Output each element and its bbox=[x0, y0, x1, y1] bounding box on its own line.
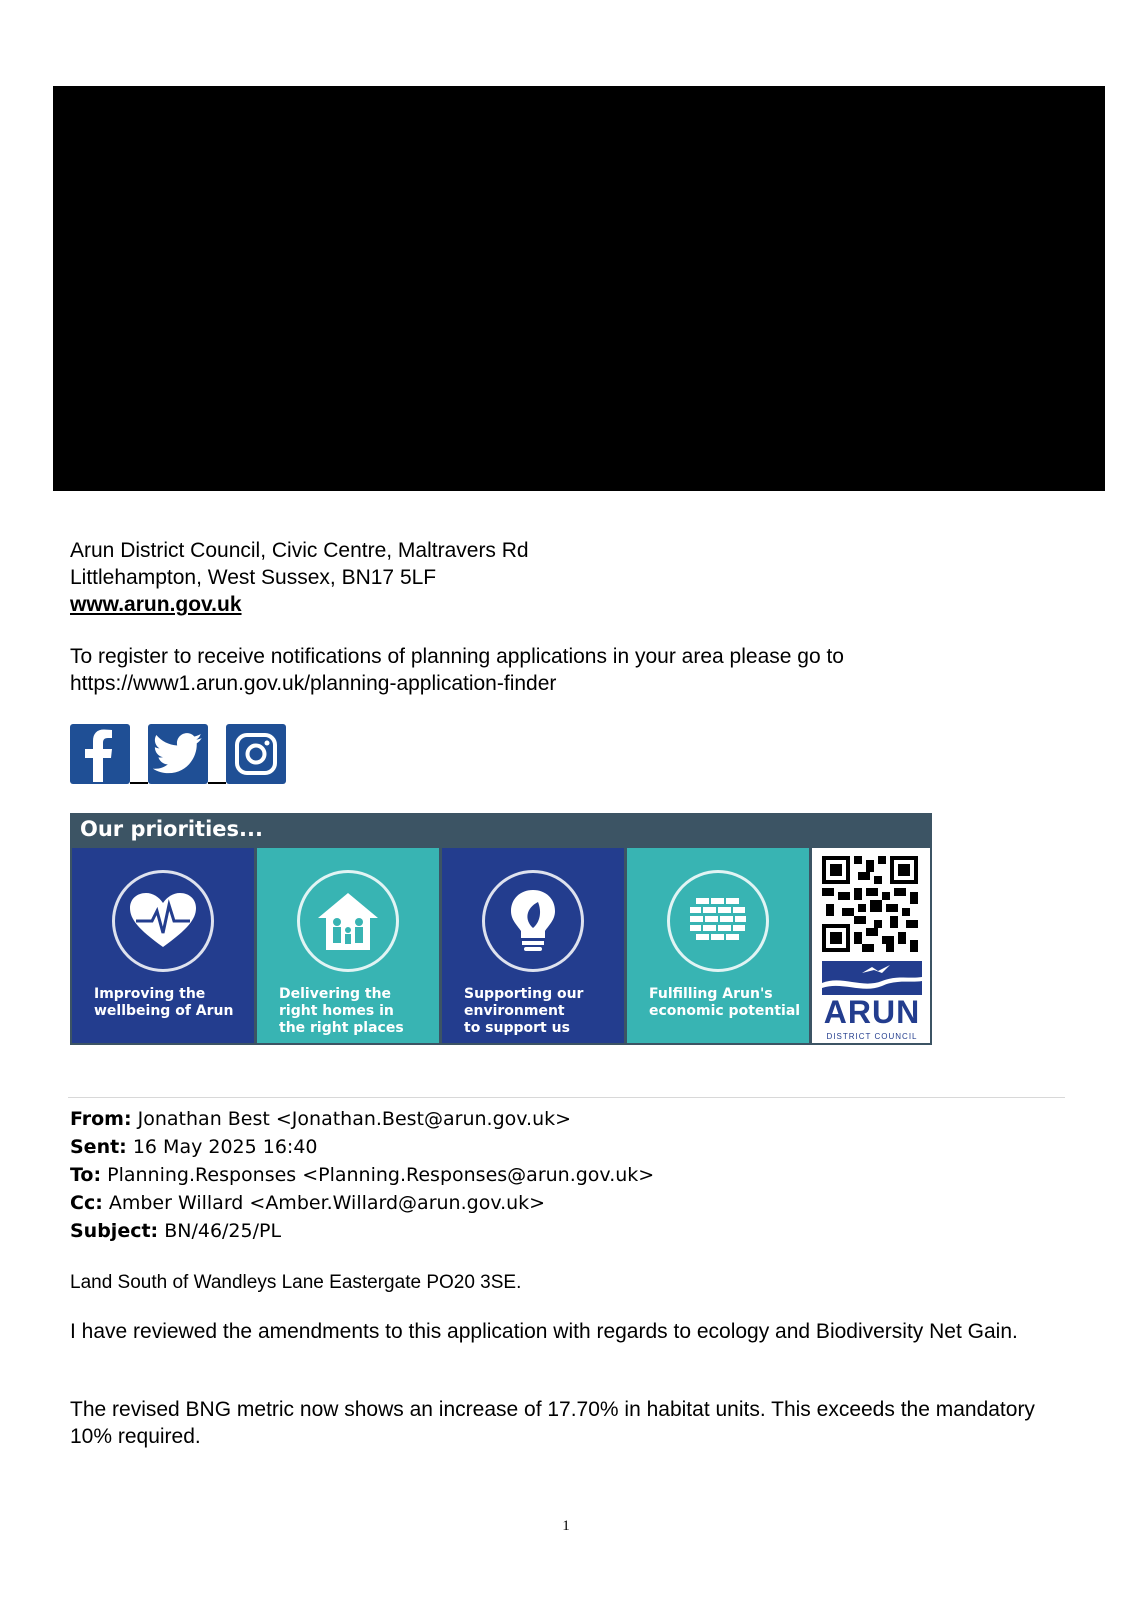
house-family-icon bbox=[297, 870, 399, 972]
priority-tile-environment bbox=[442, 848, 624, 1043]
logo-subtext: DISTRICT COUNCIL bbox=[826, 1032, 918, 1041]
social-links bbox=[70, 720, 286, 784]
from-row: From: Jonathan Best <Jonathan.Best@arun.gov.uk> bbox=[70, 1108, 572, 1130]
divider bbox=[68, 1097, 1065, 1098]
banner-title: Our priorities... bbox=[80, 817, 263, 841]
brick-wall-icon bbox=[667, 870, 769, 972]
cc-value: Amber Willard <Amber.Willard@arun.gov.uk> bbox=[108, 1192, 546, 1214]
lightbulb-leaf-icon bbox=[482, 870, 584, 972]
priority-tile-wellbeing bbox=[72, 848, 254, 1043]
site-address-paragraph: Land South of Wandleys Lane Eastergate PO20 3SE. bbox=[70, 1272, 522, 1293]
to-row: To: Planning.Responses <Planning.Responses@arun.gov.uk> bbox=[70, 1164, 655, 1186]
sent-row: Sent: 16 May 2025 16:40 bbox=[70, 1136, 318, 1158]
tile-label: Fulfilling Arun's economic potential bbox=[649, 986, 801, 1019]
priorities-banner bbox=[70, 813, 932, 1045]
priority-tile-economy bbox=[627, 848, 809, 1043]
qr-code-icon[interactable] bbox=[822, 856, 918, 952]
tile-label: Improving the wellbeing of Arun bbox=[94, 986, 234, 1019]
from-value: Jonathan Best <Jonathan.Best@arun.gov.uk> bbox=[137, 1108, 572, 1130]
tile-label: Delivering the right homes in the right places bbox=[279, 986, 404, 1036]
arun-logo bbox=[822, 961, 922, 1041]
website-link[interactable]: www.arun.gov.uk bbox=[70, 593, 242, 616]
bng-paragraph: The revised BNG metric now shows an increase of 17.70% in habitat units. This exceeds the mandatory 10% required. bbox=[70, 1398, 1035, 1448]
separator-underscore bbox=[208, 782, 226, 784]
sent-value: 16 May 2025 16:40 bbox=[132, 1136, 318, 1158]
council-address bbox=[70, 537, 529, 618]
twitter-icon[interactable] bbox=[148, 724, 208, 784]
to-value: Planning.Responses <Planning.Responses@arun.gov.uk> bbox=[107, 1164, 655, 1186]
planning-finder-link[interactable]: https://www1.arun.gov.uk/planning-application-finder bbox=[70, 672, 557, 695]
subject-row: Subject: BN/46/25/PL bbox=[70, 1220, 282, 1242]
tile-label: Supporting our environment to support us bbox=[464, 986, 584, 1036]
priority-tile-homes bbox=[257, 848, 439, 1043]
instagram-icon[interactable] bbox=[226, 724, 286, 784]
separator-underscore bbox=[130, 782, 148, 784]
heart-icon bbox=[112, 870, 214, 972]
notification-text bbox=[70, 643, 844, 697]
notification-line-1: To register to receive notifications of planning applications in your area please go to bbox=[70, 645, 844, 668]
logo-text: ARUN bbox=[823, 994, 921, 1030]
cc-row: Cc: Amber Willard <Amber.Willard@arun.gov.uk> bbox=[70, 1192, 546, 1214]
email-header bbox=[70, 1105, 654, 1245]
address-line-1: Arun District Council, Civic Centre, Maltravers Rd bbox=[70, 539, 529, 562]
subject-value: BN/46/25/PL bbox=[164, 1220, 282, 1242]
qr-and-logo-tile bbox=[812, 848, 930, 1043]
address-line-2: Littlehampton, West Sussex, BN17 5LF bbox=[70, 566, 437, 589]
redacted-block bbox=[53, 86, 1105, 491]
facebook-icon[interactable] bbox=[70, 724, 130, 784]
page-number: 1 bbox=[562, 1518, 570, 1534]
review-paragraph: I have reviewed the amendments to this application with regards to ecology and Biodiversity Net Gain. bbox=[70, 1320, 1018, 1343]
